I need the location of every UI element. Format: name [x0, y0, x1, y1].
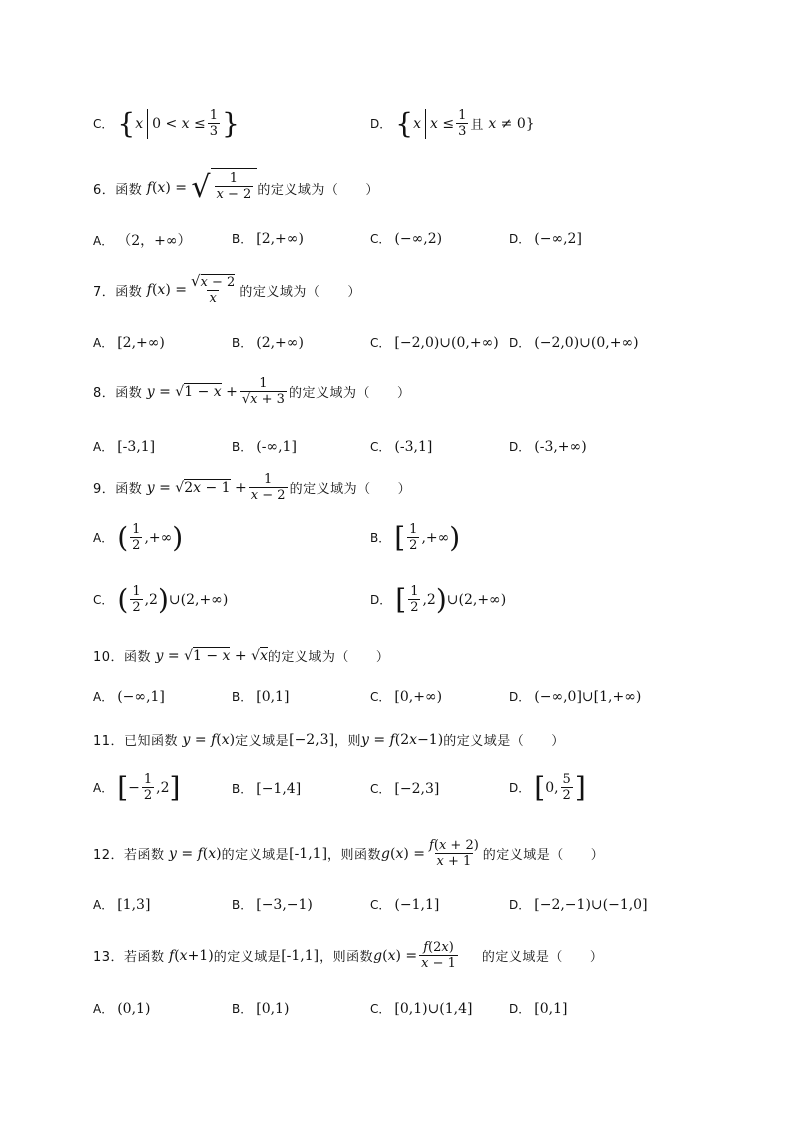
q11-stem: 11． 已知函数 y = f ( x ) 定义域是 [−2,3] ，则 y = f (2 x −1) 的定义域是（ ） — [93, 731, 565, 749]
q12-option-b: B． [−3,−1) — [232, 896, 313, 913]
q8-option-a: A． [-3,1] — [93, 438, 156, 455]
q12-option-c: C． (−1,1] — [370, 896, 440, 913]
q6-option-d: D． (−∞,2] — [509, 230, 582, 247]
q8-option-b: B． (-∞,1] — [232, 438, 297, 455]
q9-option-c: C． ( $\frac{1}{2}$ ,2 ) ∪(2,+∞) — [93, 582, 229, 616]
q10-option-a: A． (−∞,1] — [93, 688, 165, 705]
q12-option-d: D． [−2,−1)∪(−1,0] — [509, 896, 648, 913]
q11-option-c: C． [−2,3] — [370, 780, 440, 797]
q11-option-b: B． [−1,4] — [232, 780, 302, 797]
q10-option-c: C． [0,+∞) — [370, 688, 443, 705]
q11-option-d: D． [ 0, $\frac{5}{2}$ ] — [509, 770, 586, 804]
q6-stem: 6． 函数 f ( x ) = √ $\frac{1}{x - 2}$ 的定义域为（ ） — [93, 168, 379, 208]
q6-option-a: A． （2，+∞） — [93, 233, 192, 249]
q12-stem: 12． 若函数 y = f ( x ) 的定义域是 [-1,1] ，则函数 g ( x ) = $\frac{f(x + 2)}{x + 1}$ 的定义域是（ ） — [93, 838, 605, 869]
q13-stem: 13． 若函数 f ( x +1) 的定义域是 [-1,1] ，则函数 g ( x ) = $\frac{f(2x)}{x - 1}$ 的定义域是（ ） — [93, 940, 604, 971]
q7-option-b: B． (2,+∞) — [232, 334, 304, 351]
q9-stem: 9． 函数 y = √ 2x − 1 + $\frac{1}{x - 2}$ 的定义域为（ ） — [93, 472, 412, 503]
q8-stem: 8． 函数 y = √ 1 − x + $\frac{1}{√x + 3}$ 的定义域为（ ） — [93, 376, 411, 407]
q8-option-c: C． (-3,1] — [370, 438, 433, 455]
q13-option-c: C． [0,1)∪(1,4] — [370, 1000, 473, 1017]
q8-option-d: D． (-3,+∞) — [509, 438, 587, 455]
option-label: D． — [370, 117, 392, 131]
q9-option-d: D． [ $\frac{1}{2}$ ,2 ) ∪(2,+∞) — [370, 582, 507, 616]
q11-option-a: A． [ − $\frac{1}{2}$ ,2 ] — [93, 770, 181, 804]
option-label: C． — [93, 117, 114, 131]
q12-option-a: A． [1,3] — [93, 896, 151, 913]
q6-option-b: B． [2,+∞) — [232, 230, 304, 247]
q5-option-c: C． { x 0 < x ≤ $\frac{1}{3}$ } — [93, 106, 240, 140]
q10-stem: 10． 函数 y = √ 1 − x + √ x 的定义域为（ ） — [93, 647, 390, 665]
q5-option-d: D． { x x ≤ $\frac{1}{3}$ 且 x ≠ 0} — [370, 106, 535, 140]
q6-option-c: C． (−∞,2) — [370, 230, 443, 247]
q9-option-a: A． ( $\frac{1}{2}$ ,+∞ ) — [93, 520, 184, 554]
q7-option-a: A． [2,+∞) — [93, 334, 165, 351]
q10-option-d: D． (−∞,0]∪[1,+∞) — [509, 688, 642, 705]
q10-option-b: B． [0,1] — [232, 688, 290, 705]
sqrt-expression: √ $\frac{1}{x - 2}$ — [191, 168, 257, 208]
q7-option-c: C． [−2,0)∪(0,+∞) — [370, 334, 499, 351]
q13-option-d: D． [0,1] — [509, 1000, 568, 1017]
q7-stem: 7． 函数 f ( x ) = $\frac{√x - 2}{x}$ 的定义域为（ ） — [93, 272, 361, 306]
q13-option-b: B． [0,1) — [232, 1000, 290, 1017]
q7-option-d: D． (−2,0)∪(0,+∞) — [509, 334, 639, 351]
q9-option-b: B． [ $\frac{1}{2}$ ,+∞ ) — [370, 520, 461, 554]
q13-option-a: A． (0,1) — [93, 1000, 151, 1017]
